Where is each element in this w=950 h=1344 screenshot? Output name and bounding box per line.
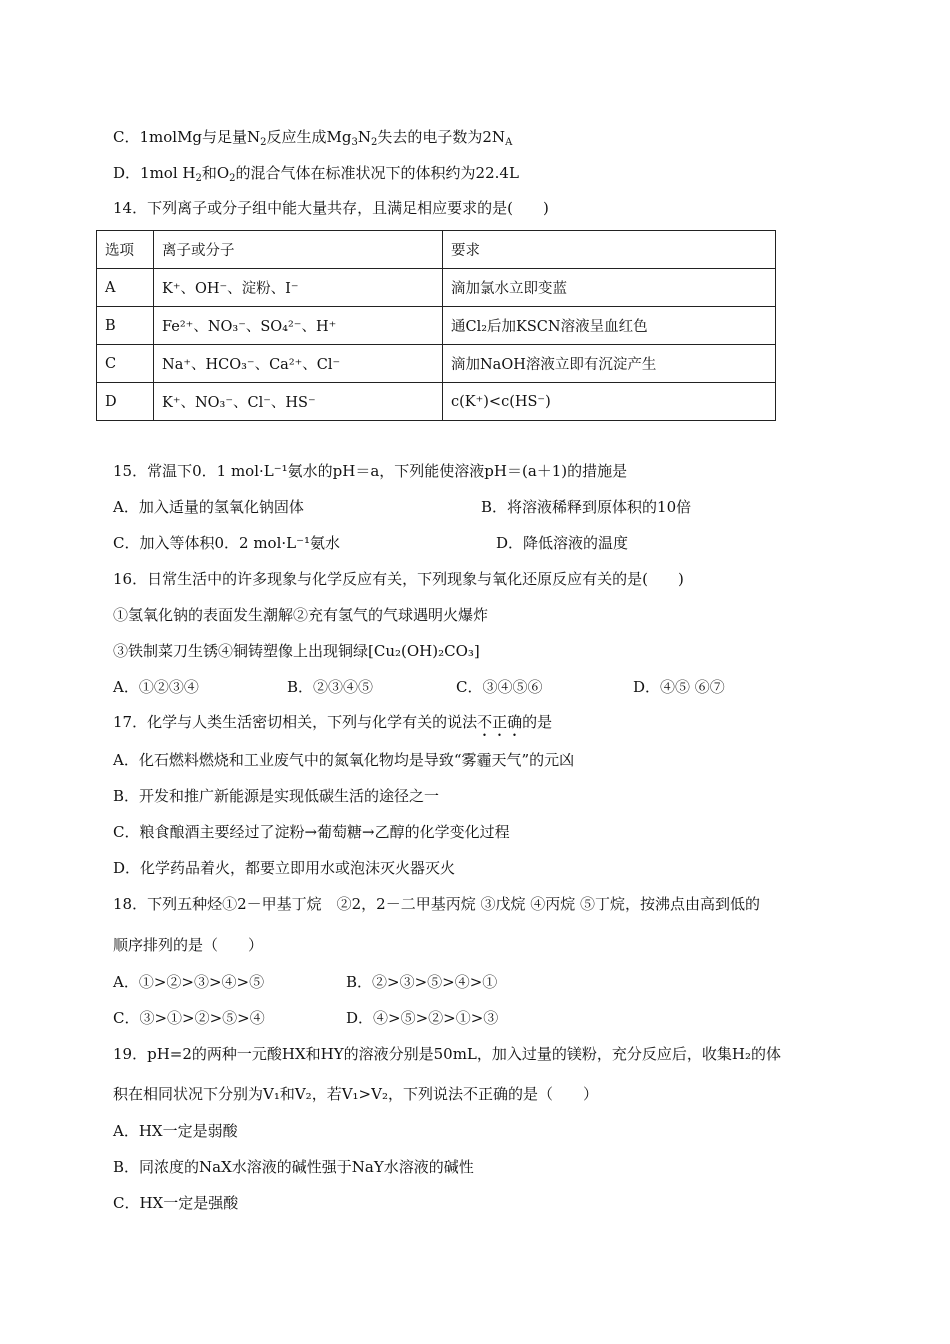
q18-option-a: A．①>②>③>④>⑤ — [113, 973, 265, 991]
q18-option-c: C．③>①>②>⑤>④ — [113, 1009, 265, 1027]
q16-item-line: ①氢氧化钠的表面发生潮解②充有氢气的气球遇明火爆炸 — [113, 606, 489, 624]
q15-option-a: A．加入适量的氢氧化钠固体 — [113, 498, 304, 516]
q17-option-b: B．开发和推广新能源是实现低碳生活的途径之一 — [113, 787, 440, 805]
q15-option-d: D．降低溶液的温度 — [496, 534, 629, 552]
q19-option-a: A．HX一定是弱酸 — [113, 1122, 238, 1140]
table-cell-requirement: 通Cl₂后加KSCN溶液呈血红色 — [443, 307, 776, 345]
table-cell-ions: Fe²⁺、NO₃⁻、SO₄²⁻、H⁺ — [154, 307, 443, 345]
q18-stem: 18．下列五种烃①2－甲基丁烷 ②2，2－二甲基丙烷 ③戊烷 ④丙烷 ⑤丁烷，按沸点由高到低的 — [113, 895, 761, 913]
q18-option-b: B．②>③>⑤>④>① — [346, 973, 498, 991]
table-row — [97, 269, 776, 307]
table-cell-ions: K⁺、OH⁻、淀粉、I⁻ — [154, 269, 443, 307]
table-row — [97, 383, 776, 421]
q16-option-c: C．③④⑤⑥ — [456, 678, 543, 696]
table-cell-requirement: 滴加氯水立即变蓝 — [443, 269, 776, 307]
table-row — [97, 345, 776, 383]
table-cell-ions: K⁺、NO₃⁻、Cl⁻、HS⁻ — [154, 383, 443, 421]
table-header-cell: 选项 — [97, 231, 154, 269]
table-header-cell: 要求 — [443, 231, 776, 269]
q18-option-d: D．④>⑤>②>①>③ — [346, 1009, 499, 1027]
q19-stem: 19．pH=2的两种一元酸HX和HY的溶液分别是50mL，加入过量的镁粉，充分反应后，收集H₂的体 — [113, 1045, 781, 1063]
q17-option-c: C．粮食酿酒主要经过了淀粉→葡萄糖→乙醇的化学变化过程 — [113, 823, 510, 841]
q17-option-d: D．化学药品着火，都要立即用水或泡沫灭火器灭火 — [113, 859, 456, 877]
q19-stem-continued: 积在相同状况下分别为V₁和V₂，若V₁>V₂，下列说法不正确的是（ ） — [113, 1085, 598, 1103]
table-cell-option: C — [97, 345, 154, 383]
table-cell-option: D — [97, 383, 154, 421]
q14-table — [96, 230, 776, 421]
table-cell-requirement: c(K⁺)<c(HS⁻) — [443, 383, 776, 421]
q15-stem: 15．常温下0．1 mol·L⁻¹氨水的pH＝a，下列能使溶液pH＝(a＋1)的措施是 — [113, 462, 628, 480]
q19-option-c: C．HX一定是强酸 — [113, 1194, 239, 1212]
table-cell-requirement: 滴加NaOH溶液立即有沉淀产生 — [443, 345, 776, 383]
table-row — [97, 307, 776, 345]
q16-item-line: ③铁制菜刀生锈④铜铸塑像上出现铜绿[Cu₂(OH)₂CO₃] — [113, 642, 480, 660]
table-header-cell: 离子或分子 — [154, 231, 443, 269]
q16-option-b: B．②③④⑤ — [287, 678, 374, 696]
emphasis-text: 不正确 — [477, 713, 523, 731]
q17-stem: 17．化学与人类生活密切相关，下列与化学有关的说法不正确的是 — [113, 713, 553, 731]
q17-option-a: A．化石燃料燃烧和工业废气中的氮氧化物均是导致“雾霾天气”的元凶 — [113, 751, 575, 769]
q15-option-c: C．加入等体积0．2 mol·L⁻¹氨水 — [113, 534, 341, 552]
q15-option-b: B．将溶液稀释到原体积的10倍 — [481, 498, 692, 516]
q13-option-c: C．1molMg与足量$N_2$反应生成$Mg_3N_2$失去的电子数为$2N_A$ — [113, 128, 513, 148]
q13-option-d: D．1mol $H_2$和$O_2$的混合气体在标准状况下的体积约为22.4L — [113, 164, 519, 184]
table-cell-option: A — [97, 269, 154, 307]
q16-option-a: A．①②③④ — [113, 678, 199, 696]
q19-option-b: B．同浓度的NaX水溶液的碱性强于NaY水溶液的碱性 — [113, 1158, 474, 1176]
table-header-row — [97, 231, 776, 269]
q14-stem: 14．下列离子或分子组中能大量共存，且满足相应要求的是( ) — [113, 199, 549, 217]
q18-stem-continued: 顺序排列的是（ ） — [113, 936, 264, 954]
q16-stem: 16．日常生活中的许多现象与化学反应有关，下列现象与氧化还原反应有关的是( ) — [113, 570, 684, 588]
table-cell-option: B — [97, 307, 154, 345]
q16-option-d: D．④⑤ ⑥⑦ — [633, 678, 725, 696]
table-cell-ions: Na⁺、HCO₃⁻、Ca²⁺、Cl⁻ — [154, 345, 443, 383]
